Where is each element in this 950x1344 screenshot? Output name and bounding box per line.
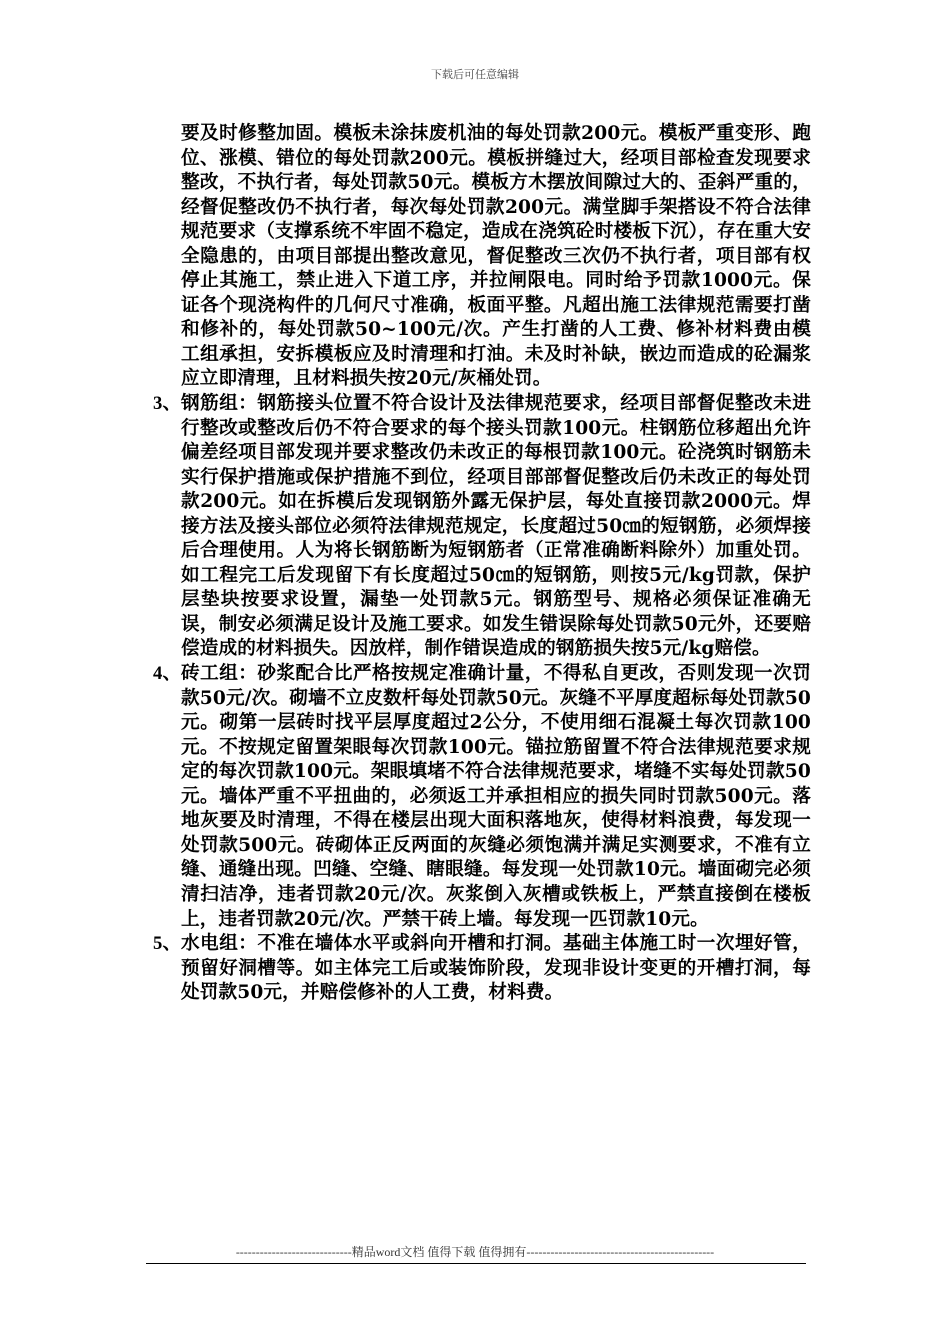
intro-paragraph: 要及时修整加固。模板未涂抹废机油的每处罚款200元。模板严重变形、跑位、涨模、错位的每处罚款200元。模板拼缝过大，经项目部检查发现要求整改，不执行者，每处罚款50元。模板方木摆放间隙过大的、歪斜严重的，经督促整改仍不执行者，每次每处罚款200元。满堂脚手架搭设不符合法律规范要求（支撑系统不牢固不稳定，造成在浇筑砼时楼板下沉），存在重大安全隐患的，由项目部提出整改意见，督促整改三次仍不执行者，项目部有权停止其施工，禁止进入下道工序，并拉闸限电。同时给予罚款1000元。保证各个现浇构件的几何尺寸准确，板面平整。凡超出施工法律规范需要打凿和修补的，每处罚款50~100元/次。产生打凿的人工费、修补材料费由模工组承担，安拆模板应及时清理和打油。未及时补缺，嵌边而造成的砼漏浆应立即清理，且材料损失按20元/灰桶处罚。 bbox=[181, 123, 811, 390]
list-item-rebar bbox=[153, 392, 811, 662]
list-item-text: 钢筋组：钢筋接头位置不符合设计及法律规范要求，经项目部督促整改未进行整改或整改后仍不符合要求的每个接头罚款100元。柱钢筋位移超出允许偏差经项目部发现并要求整改仍未改正的每根罚款100元。砼浇筑时钢筋未实行保护措施或保护措施不到位，经项目部部督促整改后仍未改正的每处罚款200元。如在拆模后发现钢筋外露无保护层，每处直接罚款2000元。焊接方法及接头部位必须符法律规范规定，长度超过50㎝的短钢筋，必须焊接后合理使用。人为将长钢筋断为短钢筋者（正常准确断料除外）加重处罚。如工程完工后发现留下有长度超过50㎝的短钢筋，则按5元/kg罚款，保护层垫块按要求设置，漏垫一处罚款5元。钢筋型号、规格必须保证准确无误，制安必须满足设计及施工要求。如发生错误除每处罚款50元外，还要赔偿造成的材料损失。因放样，制作错误造成的钢筋损失按5元/kg赔偿。 bbox=[181, 393, 811, 660]
list-item-number: 4、 bbox=[153, 663, 182, 685]
footer-divider bbox=[146, 1263, 806, 1264]
list-item-plumbing-electrical bbox=[153, 932, 811, 1006]
document-body bbox=[153, 122, 811, 1006]
list-item-number: 3、 bbox=[153, 393, 182, 415]
list-item-text: 砖工组：砂浆配合比严格按规定准确计量，不得私自更改，否则发现一次罚款50元/次。砌墙不立皮数杆每处罚款50元。灰缝不平厚度超标每处罚款50元。砌第一层砖时找平层厚度超过2公分，不使用细石混凝土每次罚款100元。不按规定留置架眼每次罚款100元。锚拉筋留置不符合法律规范要求规定的每次罚款100元。架眼填堵不符合法律规范要求，堵缝不实每处罚款50元。墙体严重不平扭曲的，必须返工并承担相应的损失同时罚款500元。落地灰要及时清理，不得在楼层出现大面积落地灰，使得材料浪费，每发现一处罚款500元。砖砌体正反两面的灰缝必须饱满并满足实测要求，不准有立缝、通缝出现。凹缝、空缝、瞎眼缝。每发现一处罚款10元。墙面砌完必须清扫洁净，违者罚款20元/次。灰浆倒入灰槽或铁板上，严禁直接倒在楼板上，违者罚款20元/次。严禁干砖上墙。每发现一匹罚款10元。 bbox=[181, 663, 811, 930]
list-item-number: 5、 bbox=[153, 933, 182, 955]
page-header: 下载后可任意编辑 bbox=[431, 69, 519, 81]
list-item-text: 水电组：不准在墙体水平或斜向开槽和打洞。基础主体施工时一次埋好管，预留好洞槽等。如主体完工后或装饰阶段，发现非设计变更的开槽打洞，每处罚款50元，并赔偿修补的人工费，材料费。 bbox=[181, 933, 811, 1004]
list-item-masonry bbox=[153, 662, 811, 932]
page-footer: -----------------------------精品word文档 值得下载 值得拥有----------------------------------------------- bbox=[235, 1245, 715, 1259]
